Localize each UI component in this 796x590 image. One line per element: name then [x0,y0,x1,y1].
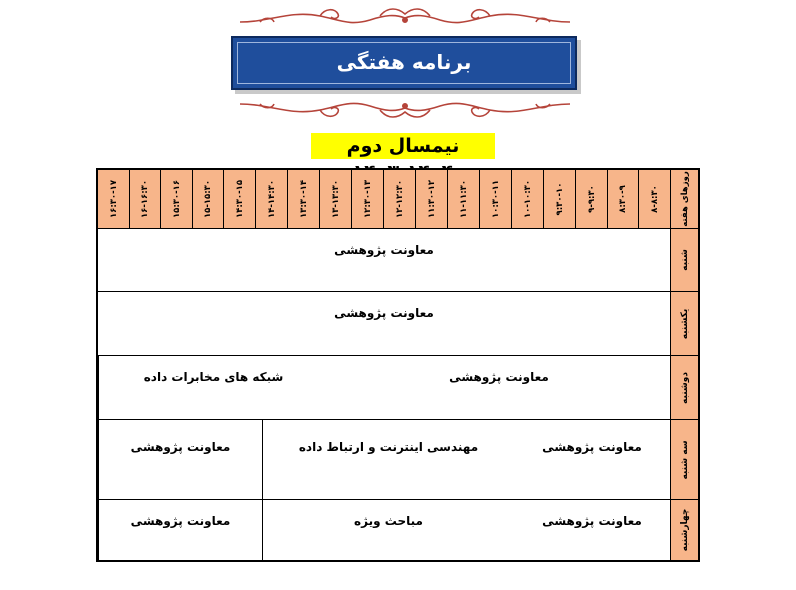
time-slot-label: ۱۶:۳۰-۱۷ [108,179,119,219]
day-label-cell [670,500,698,560]
day-name: سه شنبه [679,439,690,480]
entry-label: مباحث ویژه [354,514,423,528]
day-name: چهارشنبه [679,508,690,552]
time-slot-label: ۱۳-۱۳:۳۰ [330,179,341,219]
day-row-monday [98,355,698,419]
days-column-header [670,170,698,228]
schedule-entry [98,500,262,560]
time-slot-label: ۹:۳۰-۱۰ [554,182,565,216]
time-slot-label: ۸-۸:۳۰ [649,185,660,213]
time-slot-label: ۱۴:۳۰-۱۵ [234,179,245,219]
day-row-sunday [98,291,698,355]
time-slot-header [638,170,670,228]
bottom-ornament [230,96,580,122]
schedule-entry [262,420,514,499]
time-slot-label: ۱۲:۳۰-۱۳ [362,179,373,219]
time-slot-label: ۱۰:۳۰-۱۱ [490,179,501,219]
entry-label: معاونت پژوهشی [449,370,549,384]
time-slot-header [415,170,447,228]
time-slot-header [447,170,479,228]
time-slot-label: ۱۱:۳۰-۱۲ [426,179,437,219]
time-slot-header [160,170,192,228]
time-slot-header [319,170,351,228]
time-slot-header [287,170,319,228]
schedule-entry [98,420,262,499]
days-column-label: روزهای هفته [679,171,690,227]
title-banner [231,36,577,90]
time-slot-header [479,170,511,228]
time-slot-label: ۱۶-۱۶:۳۰ [140,179,150,219]
page-title: برنامه هفتگی [336,50,472,74]
day-label-cell [670,356,698,419]
time-slot-label: ۱۵-۱۵:۳۰ [203,179,213,219]
entry-label: معاونت پژوهشی [334,243,434,257]
entry-label: معاونت پژوهشی [130,440,231,454]
time-slot-header [255,170,287,228]
schedule-entry [514,420,670,499]
day-label-cell [670,420,698,499]
entry-label: معاونت پژوهشی [542,440,642,454]
schedule-table [96,168,700,562]
entry-label: مهندسی اینترنت و ارتباط داده [298,440,479,454]
time-slot-label: ۱۴-۱۴:۳۰ [266,179,277,219]
day-row-tuesday [98,419,698,499]
day-label-cell [670,292,698,355]
time-slot-header [192,170,223,228]
entry-label: معاونت پژوهشی [542,514,642,528]
top-ornament [230,4,580,30]
time-slot-header [98,170,129,228]
time-slot-label: ۸:۳۰-۹ [618,185,628,213]
day-label-cell [670,229,698,291]
day-row-wednesday [98,499,698,560]
time-slot-label: ۹-۹:۳۰ [586,185,597,213]
schedule-entry [514,500,670,560]
entry-label: معاونت پژوهشی [130,514,231,528]
schedule-entry [98,356,328,419]
time-slot-header [223,170,255,228]
time-slot-header [129,170,160,228]
day-name: دوشنبه [679,371,690,404]
schedule-entry [262,500,514,560]
time-slot-label: ۱۰-۱۰:۳۰ [522,179,533,219]
day-name: شنبه [679,249,690,271]
time-slot-label: ۱۵:۳۰-۱۶ [171,179,182,219]
time-slot-label: ۱۲-۱۲:۳۰ [394,179,405,219]
time-slot-header [607,170,638,228]
schedule-entry [98,229,670,291]
time-slot-label: ۱۱-۱۱:۳۰ [458,179,469,219]
time-slot-header [543,170,575,228]
day-row-saturday [98,228,698,291]
time-slot-label: ۱۳:۳۰-۱۴ [298,179,309,219]
time-slot-header [575,170,607,228]
schedule-entry [328,356,670,419]
time-slot-header [511,170,543,228]
time-slot-header [383,170,415,228]
day-name: یکشنبه [679,308,690,339]
semester-label: نیمسال دوم [311,133,495,159]
time-slot-header [351,170,383,228]
schedule-entry [98,292,670,355]
entry-label: شبکه های مخابرات داده [143,370,284,384]
entry-label: معاونت پژوهشی [334,306,434,320]
